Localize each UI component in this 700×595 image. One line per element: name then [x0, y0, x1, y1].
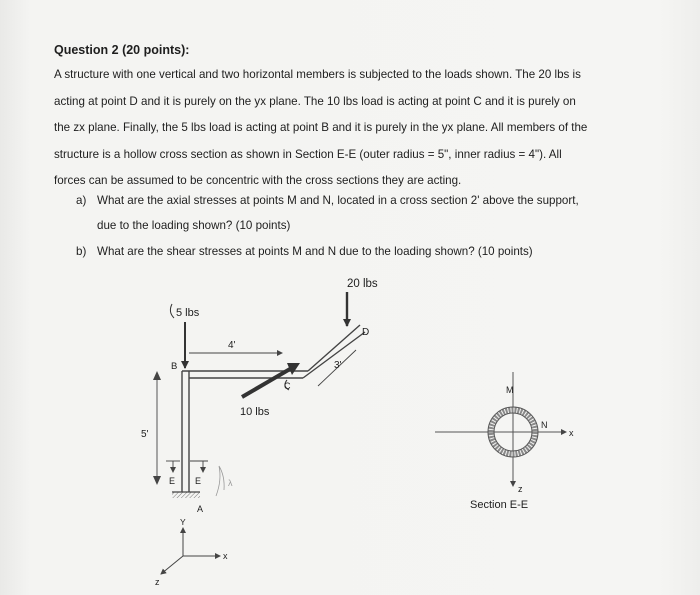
point-c-label: C: [284, 381, 291, 391]
section-point-n: N: [541, 420, 548, 430]
section-z-label: z: [518, 484, 523, 494]
axis-z-label: z: [155, 577, 160, 587]
statement-line: the zx plane. Finally, the 5 lbs load is acting at point B and it is purely in the yx plane. All members of the: [54, 121, 588, 135]
axis-x-label: x: [223, 551, 228, 561]
statement-line: structure is a hollow cross section as shown in Section E-E (outer radius = 5", inner radius = 4"). All: [54, 147, 562, 161]
section-caption: Section E-E: [470, 499, 529, 511]
dim-4ft-label: 4': [228, 340, 236, 351]
question-title: Question 2 (20 points):: [54, 43, 190, 57]
load-b-label: 5 lbs: [176, 307, 200, 319]
section-mark-left: E: [169, 476, 176, 486]
part-b-marker: b): [76, 245, 87, 258]
section-mark-right: E: [195, 476, 202, 486]
dim-3ft-label: 3': [334, 360, 342, 371]
statement-line: acting at point D and it is purely on the yx plane. The 10 lbs load is acting at point C and it is purely on: [54, 94, 576, 108]
section-x-label: x: [569, 428, 574, 438]
part-a-marker: a): [76, 194, 87, 207]
statement-line: forces can be assumed to be concentric with the cross sections they are acting.: [54, 174, 462, 188]
section-point-m: M: [506, 385, 514, 395]
point-d-label: D: [362, 327, 370, 338]
point-a-label: A: [197, 504, 204, 514]
pencil-lambda: λ: [228, 478, 233, 488]
load-d-label: 20 lbs: [347, 278, 378, 290]
axis-y-label: Y: [180, 517, 186, 527]
dim-5ft-label: 5': [141, 429, 149, 440]
part-a-text: What are the axial stresses at points M and N, located in a cross section 2' above the support,: [97, 194, 579, 207]
part-a-text-cont: due to the loading shown? (10 points): [97, 219, 291, 232]
point-b-label: B: [171, 361, 178, 372]
part-b-text: What are the shear stresses at points M and N due to the loading shown? (10 points): [97, 245, 533, 258]
load-c-label: 10 lbs: [240, 406, 270, 418]
statement-line: A structure with one vertical and two horizontal members is subjected to the loads shown. The 20 lbs is: [54, 68, 581, 81]
